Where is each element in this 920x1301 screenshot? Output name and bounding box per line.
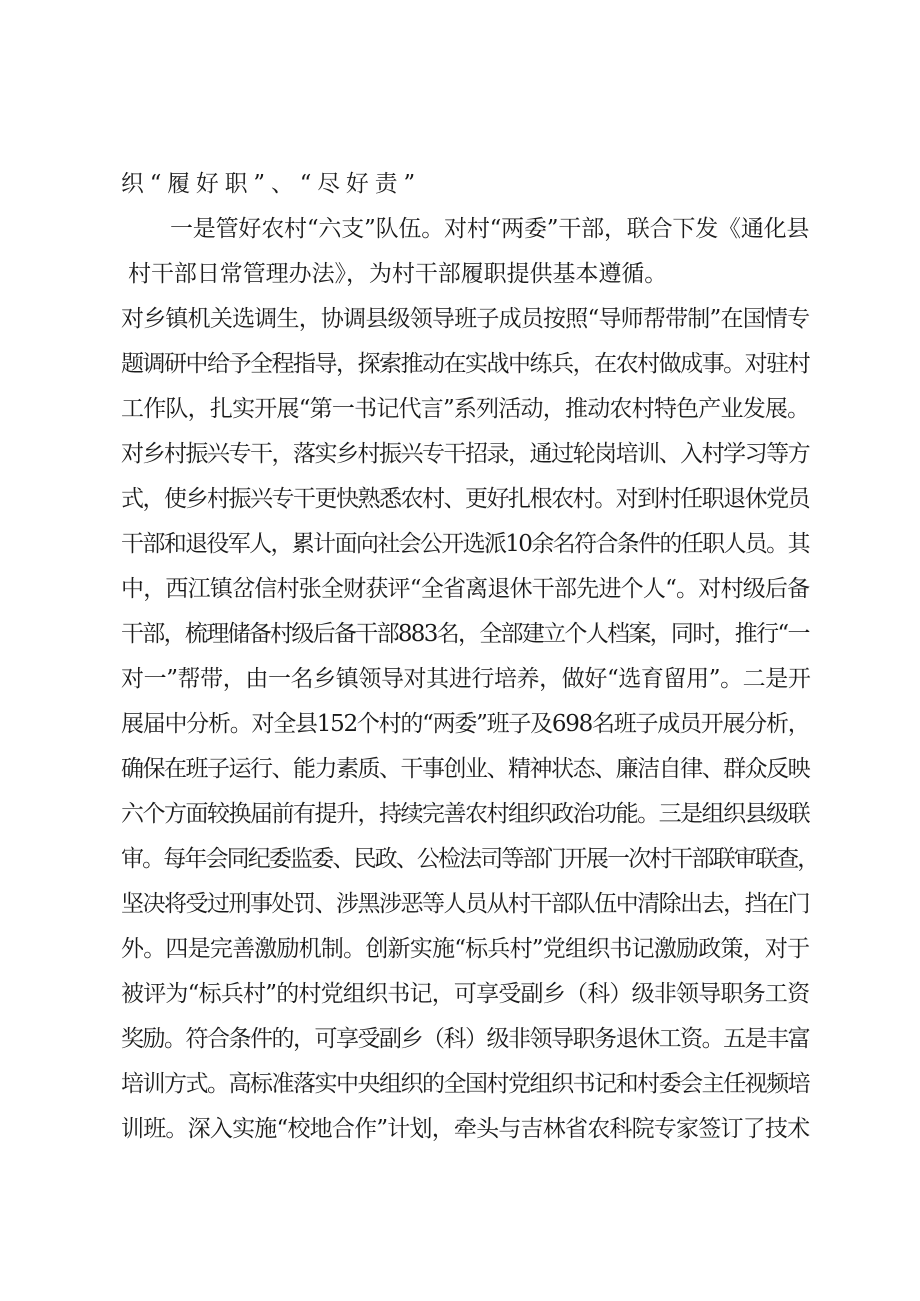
- text-line: 式，使乡村振兴专干更快熟悉农村、更好扎根农村。对到村任职退休党员: [121, 486, 810, 512]
- text-line: 坚决将受过刑事处罚、涉黑涉恶等人员从村干部队伍中清除出去，挡在门: [121, 891, 810, 917]
- text-line: 训班。深入实施“校地合作”计划，牵头与吉林省农科院专家签订了技术: [121, 1116, 810, 1142]
- text-line: 织“履好职”、“尽好责”: [121, 171, 422, 197]
- text-line: 题调研中给予全程指导，探索推动在实战中练兵，在农村做成事。对驻村: [121, 351, 810, 377]
- text-line: 中，西江镇岔信村张全财获评“全省离退休干部先进个人“。对村级后备: [121, 576, 810, 602]
- text-line: 对乡镇机关选调生，协调县级领导班子成员按照“导师帮带制”在国情专: [121, 306, 810, 332]
- text-line: 被评为“标兵村”的村党组织书记，可享受副乡（科）级非领导职务工资: [121, 981, 810, 1007]
- text-line: 对一”帮带，由一名乡镇领导对其进行培养，做好“选育留用”。二是开: [121, 666, 811, 692]
- text-line: 村干部日常管理办法》，为村干部履职提供基本遵循。: [128, 261, 668, 287]
- text-line: 展届中分析。对全县152个村的“两委”班子及698名班子成员开展分析，: [121, 711, 810, 737]
- text-line: 审。每年会同纪委监委、民政、公检法司等部门开展一次村干部联审联查，: [121, 846, 819, 872]
- text-line: 培训方式。高标准落实中央组织的全国村党组织书记和村委会主任视频培: [121, 1071, 810, 1097]
- text-line: 确保在班子运行、能力素质、干事创业、精神状态、廉洁自律、群众反映: [121, 756, 810, 782]
- text-line: 六个方面较换届前有提升，持续完善农村组织政治功能。三是组织县级联: [121, 801, 810, 827]
- text-line: 干部和退役军人，累计面向社会公开选派10余名符合条件的任职人员。其: [121, 531, 809, 557]
- text-line: 奖励。符合条件的，可享受副乡（科）级非领导职务退休工资。五是丰富: [121, 1026, 810, 1052]
- text-line: 一是管好农村“六支”队伍。对村“两委”干部，联合下发《通化县: [170, 216, 810, 242]
- text-line: 对乡村振兴专干，落实乡村振兴专干招录，通过轮岗培训、入村学习等方: [121, 441, 810, 467]
- text-line: 外。四是完善激励机制。创新实施“标兵村”党组织书记激励政策，对于: [121, 936, 810, 962]
- text-line: 工作队，扎实开展“第一书记代言”系列活动，推动农村特色产业发展。: [121, 396, 810, 422]
- text-line: 干部，梳理储备村级后备干部883名，全部建立个人档案，同时，推行“一: [121, 621, 809, 647]
